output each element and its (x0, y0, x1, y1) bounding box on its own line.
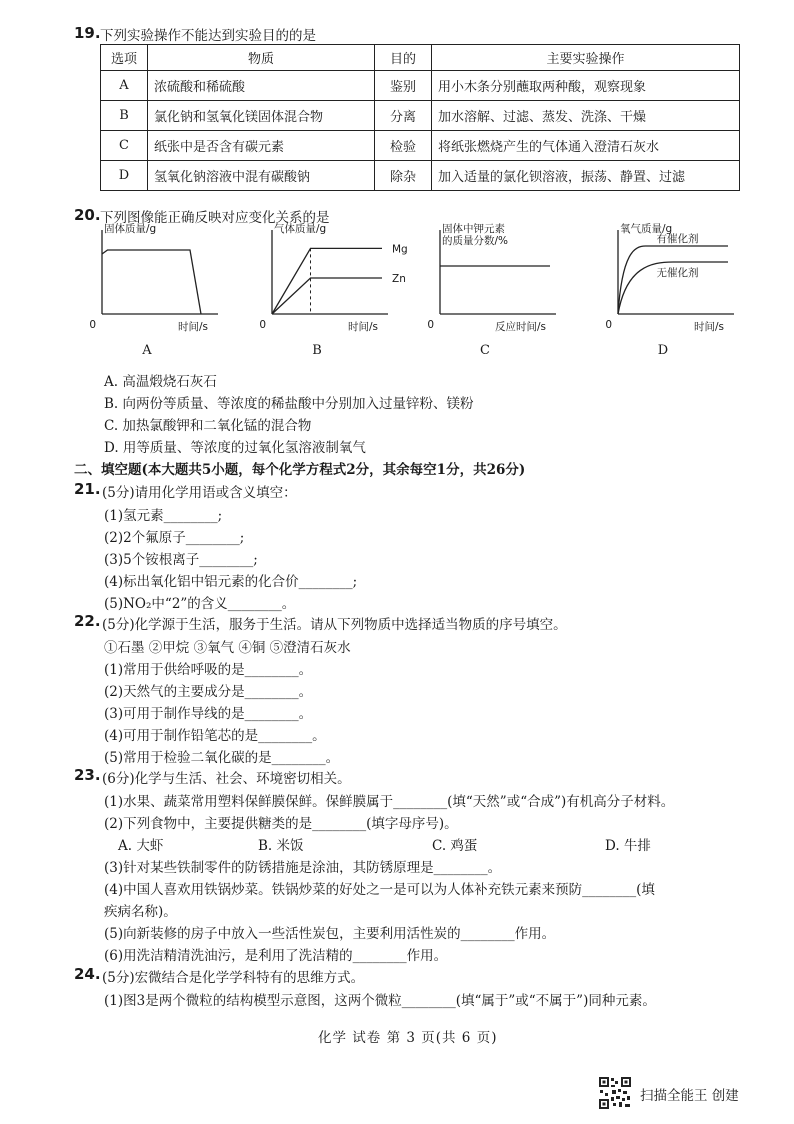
q23-opt-b: B. 米饭 (258, 838, 304, 854)
series-line-Zn (272, 278, 382, 314)
y-axis-label: 固体中钾元素 (442, 223, 505, 235)
chart-letter: A (142, 343, 152, 358)
table-cell: 浓硫酸和稀硫酸 (148, 71, 375, 101)
q22-text: (5分)化学源于生活，服务于生活。请从下列物质中选择适当物质的序号填空。 (102, 617, 567, 633)
table-cell: 纸张中是否含有碳元素 (148, 131, 375, 161)
series-label: Mg (392, 243, 408, 256)
section-2-title: 二、填空题(本大题共5小题，每个化学方程式2分，其余每空1分，共26分) (74, 462, 526, 478)
series-label: 无催化剂 (656, 267, 699, 279)
q23-text: (6分)化学与生活、社会、环境密切相关。 (102, 771, 351, 787)
table-header: 主要实验操作 (432, 45, 740, 71)
q20-option-b: B. 向两份等质量、等浓度的稀盐酸中分别加入过量锌粉、镁粉 (104, 396, 474, 412)
q22-item: (1)常用于供给呼吸的是________。 (104, 662, 313, 678)
y-axis-label: 的质量分数/% (442, 235, 509, 247)
q20-option-d: D. 用等质量、等浓度的过氧化氢溶液制氧气 (104, 440, 366, 456)
q20-option-a: A. 高温煅烧石灰石 (104, 374, 217, 390)
q22-item: (3)可用于制作导线的是________。 (104, 706, 313, 722)
q21-text: (5分)请用化学用语或含义填空： (102, 485, 297, 501)
q22-number: 22. (74, 612, 101, 630)
q23-item-3: (3)针对某些铁制零件的防锈措施是涂油，其防锈原理是________。 (104, 860, 502, 876)
q21-item: (3)5个铵根离子________; (104, 552, 258, 568)
table-cell: C (101, 131, 148, 161)
q23-item-1: (1)水果、蔬菜常用塑料保鲜膜保鲜。保鲜膜属于________(填“天然”或“合成”)有机高分子材料。 (104, 794, 675, 810)
x-axis-label: 时间/s (177, 321, 208, 333)
q22-item: (4)可用于制作铅笔芯的是________。 (104, 728, 326, 744)
q24-text: (5分)宏微结合是化学学科特有的思维方式。 (102, 970, 365, 986)
y-axis-label: 气体质量/g (274, 223, 327, 235)
series-label: Zn (392, 273, 406, 285)
y-axis-label: 固体质量/g (104, 223, 157, 235)
table-cell: 加入适量的氯化钡溶液，振荡、静置、过滤 (432, 161, 740, 191)
q22-choices: ①石墨 ②甲烷 ③氧气 ④铜 ⑤澄清石灰水 (104, 640, 351, 656)
series-line-有催化剂 (618, 246, 728, 314)
table-row (101, 71, 740, 101)
q21-item: (4)标出氧化铝中铝元素的化合价________; (104, 574, 358, 590)
q23-item-2: (2)下列食物中，主要提供糖类的是________(填字母序号)。 (104, 816, 458, 832)
scanner-watermark: 扫描全能王 创建 (640, 1088, 739, 1104)
x-axis-label: 反应时间/s (494, 321, 546, 333)
q20-option-c: C. 加热氯酸钾和二氧化锰的混合物 (104, 418, 312, 434)
table-row (101, 131, 740, 161)
q21-number: 21. (74, 480, 101, 498)
table-cell: 鉴别 (375, 71, 432, 101)
table-cell: 分离 (375, 101, 432, 131)
series-label: 有催化剂 (656, 233, 699, 245)
table-cell: 除杂 (375, 161, 432, 191)
chart-letter: C (480, 343, 490, 358)
x-axis-label: 时间/s (693, 321, 724, 333)
table-cell: 检验 (375, 131, 432, 161)
origin-label: 0 (605, 319, 612, 331)
chart-letter: D (657, 343, 669, 358)
q23-item-4-cont: 疾病名称)。 (104, 904, 177, 920)
q23-opt-d: D. 牛排 (605, 838, 651, 854)
table-cell: B (101, 101, 148, 131)
q22-item: (5)常用于检验二氧化碳的是________。 (104, 750, 340, 766)
q19-text: 下列实验操作不能达到实验目的的是 (100, 28, 316, 44)
table-cell: D (101, 161, 148, 191)
q23-item-5: (5)向新装修的房子中放入一些活性炭包，主要利用活性炭的________作用。 (104, 926, 556, 942)
q24-number: 24. (74, 965, 101, 983)
q19-table (100, 44, 740, 191)
q23-opt-c: C. 鸡蛋 (432, 838, 478, 854)
series-line-Mg (272, 248, 382, 314)
origin-label: 0 (259, 319, 266, 331)
chart-letter: B (312, 343, 322, 358)
q21-item: (5)NO₂中“2”的含义________。 (104, 596, 296, 612)
q20-text: 下列图像能正确反映对应变化关系的是 (100, 210, 330, 226)
table-cell: 氯化钠和氢氧化镁固体混合物 (148, 101, 375, 131)
q23-opt-a: A. 大虾 (118, 838, 164, 854)
origin-label: 0 (427, 319, 434, 331)
table-cell: 用小木条分别蘸取两种酸，观察现象 (432, 71, 740, 101)
table-cell: A (101, 71, 148, 101)
q23-number: 23. (74, 766, 101, 784)
qr-code-icon (598, 1076, 632, 1110)
table-header: 选项 (101, 45, 148, 71)
table-cell: 将纸张燃烧产生的气体通入澄清石灰水 (432, 131, 740, 161)
table-row (101, 161, 740, 191)
q20-number: 20. (74, 206, 101, 224)
table-cell: 加水溶解、过滤、蒸发、洗涤、干燥 (432, 101, 740, 131)
table-header: 物质 (148, 45, 375, 71)
y-axis-label: 氧气质量/g (620, 223, 673, 235)
q20-charts (90, 222, 730, 362)
q23-item-4: (4)中国人喜欢用铁锅炒菜。铁锅炒菜的好处之一是可以为人体补充铁元素来预防________(填 (104, 882, 655, 898)
table-row (101, 101, 740, 131)
table-header: 目的 (375, 45, 432, 71)
origin-label: 0 (89, 319, 96, 331)
q19-number: 19. (74, 24, 101, 42)
q24-item-1: (1)图3是两个微粒的结构模型示意图，这两个微粒________(填“属于”或“不属于”)同种元素。 (104, 993, 656, 1009)
q23-item-6: (6)用洗洁精清洗油污，是利用了洗洁精的________作用。 (104, 948, 448, 964)
q22-item: (2)天然气的主要成分是________。 (104, 684, 313, 700)
q21-item: (1)氢元素________; (104, 508, 223, 524)
q21-item: (2)2个氟原子________; (104, 530, 245, 546)
series-line-固体质量 (102, 250, 201, 314)
table-cell: 氢氧化钠溶液中混有碳酸钠 (148, 161, 375, 191)
x-axis-label: 时间/s (347, 321, 378, 333)
page-footer: 化学 试卷 第 3 页(共 6 页) (318, 1030, 498, 1046)
